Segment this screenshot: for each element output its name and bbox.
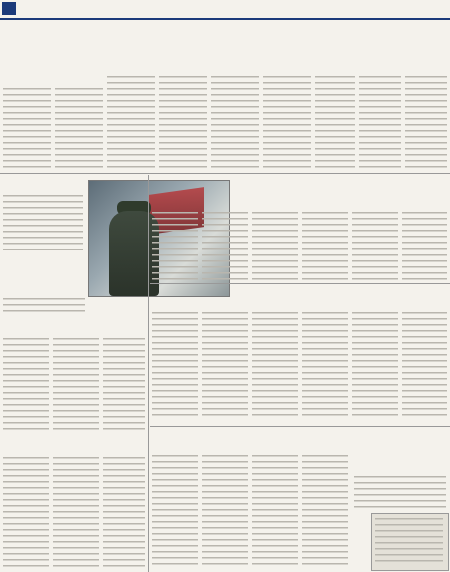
advertisement-box <box>371 513 449 571</box>
lead-body-col-5 <box>211 76 259 170</box>
section-divider-3 <box>150 426 450 427</box>
theft-body-col-1 <box>3 338 49 434</box>
page-number <box>2 2 16 15</box>
cold-case-body-col-3 <box>252 455 298 569</box>
cold-case-body-col-2 <box>202 455 248 569</box>
lead-body-col-8 <box>359 76 401 170</box>
impostor-body-col-4 <box>302 312 348 420</box>
notice-body <box>354 476 446 510</box>
theft-body-col-3 <box>103 338 145 434</box>
masthead <box>0 0 450 20</box>
impostor-body-col-3 <box>252 312 298 420</box>
section-divider-2 <box>150 283 450 284</box>
advertisement-text <box>375 518 443 564</box>
lead-body-col-2 <box>55 88 103 170</box>
section-divider <box>0 173 450 174</box>
lead-body-col-6 <box>263 76 311 170</box>
cosmetic-body-col-1 <box>152 212 198 280</box>
cold-case-body-col-1 <box>152 455 198 569</box>
noodle-body-col-3 <box>103 457 145 569</box>
noodle-body-col-1 <box>3 457 49 569</box>
cosmetic-body-col-6 <box>402 212 447 280</box>
cosmetic-body-col-5 <box>352 212 398 280</box>
lead-body-col-9 <box>405 76 447 170</box>
impostor-body-col-6 <box>402 312 447 420</box>
cosmetic-body-col-3 <box>252 212 298 280</box>
armed-police-body <box>3 195 83 250</box>
theft-body-col-2 <box>53 338 99 434</box>
cosmetic-body-col-2 <box>202 212 248 280</box>
cosmetic-body-col-4 <box>302 212 348 280</box>
impostor-body-col-1 <box>152 312 198 420</box>
impostor-body-col-5 <box>352 312 398 420</box>
impostor-body-col-2 <box>202 312 248 420</box>
lead-body-col-1 <box>3 88 51 170</box>
lead-body-col-3 <box>107 76 155 170</box>
noodle-body-col-2 <box>53 457 99 569</box>
photo-caption <box>3 298 85 312</box>
lead-body-col-4 <box>159 76 207 170</box>
lead-body-col-7 <box>315 76 355 170</box>
column-rule <box>148 175 149 572</box>
cold-case-body-col-4 <box>302 455 348 569</box>
